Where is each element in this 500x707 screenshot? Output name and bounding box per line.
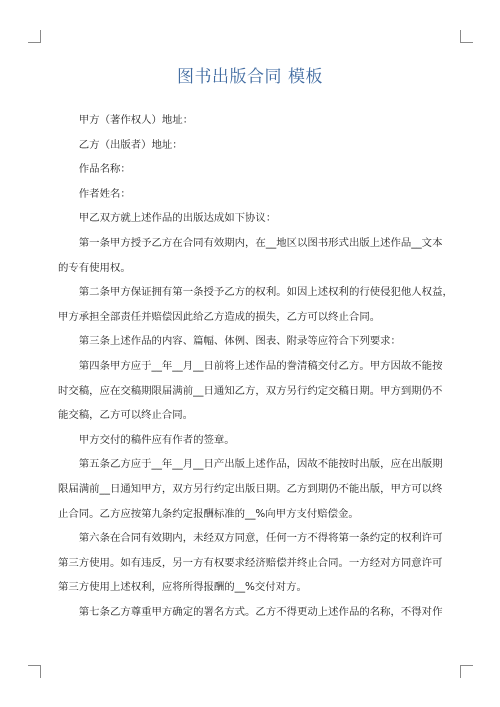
paragraph-line: 第三条上述作品的内容、篇幅、体例、图表、附录等应符合下列要求： [78,335,401,348]
paragraph-line: 甲方（著作权人）地址： [78,114,194,126]
crop-mark-bottom-right [460,665,473,678]
paragraph [58,600,444,625]
paragraph-line: 第六条在合同有效期内，未经双方同意，任何一方不得将第一条约定的权利许可 [78,532,443,545]
paragraph-line: 第一条甲方授予乙方在合同有效期内，在__地区以图书形式出版上述作品__文本 [78,236,443,249]
paragraph [58,452,444,526]
paragraph-line: 第五条乙方应于__年__月__日产出版上述作品，因故不能按时出版，应在出版期 [78,458,443,471]
paragraph-line: 第三方使用。如有违反，另一方有权要求经济赔偿并终止合同。一方经对方同意许可 [58,556,443,569]
paragraph [58,329,444,354]
crop-mark-top-left [28,30,41,43]
paragraph-line: 止合同。乙方应按第九条约定报酬标准的__%向甲方支付赔偿金。 [58,507,359,520]
paragraph [58,157,444,182]
document-title: 图书出版合同 模板 [177,67,323,87]
crop-mark-bottom-left [28,665,41,678]
paragraph-line: 甲方承担全部责任并赔偿因此给乙方造成的损失，乙方可以终止合同。 [58,310,381,323]
document-body [58,108,453,624]
paragraph [58,133,444,158]
paragraph-line: 第七条乙方尊重甲方确定的署名方式。乙方不得更动上述作品的名称，不得对作 [78,605,443,618]
paragraph [58,428,444,453]
paragraph-line: 作者姓名： [78,187,131,200]
paragraph-line: 的专有使用权。 [58,261,131,274]
paragraph-line: 限届满前__日通知甲方，双方另行约定出版日期。乙方到期仍不能出版，甲方可以终 [58,482,443,495]
paragraph-line: 作品名称： [78,163,131,176]
paragraph-line: 第四条甲方应于__年__月__日前将上述作品的誊清稿交付乙方。甲方因故不能按 [78,359,443,372]
paragraph [58,108,444,133]
paragraph-line: 乙方（出版者）地址： [78,138,183,151]
paragraph-line: 甲乙双方就上述作品的出版达成如下协议： [78,212,277,225]
paragraph-line: 能交稿，乙方可以终止合同。 [58,409,194,422]
paragraph [58,280,453,329]
paragraph-line: 第二条甲方保证拥有第一条授予乙方的权利。如因上述权利的行使侵犯他人权益， [78,286,453,299]
paragraph-line: 时交稿，应在交稿期限届满前__日通知乙方，双方另行约定交稿日期。甲方到期仍不 [58,384,443,397]
paragraph [58,354,444,428]
paragraph [58,182,444,207]
paragraph [58,206,444,231]
paragraph [58,231,444,280]
crop-mark-top-right [460,30,473,43]
paragraph-line: 甲方交付的稿件应有作者的签章。 [78,433,235,446]
paragraph-line: 第三方使用上述权利，应将所得报酬的__%交付对方。 [58,581,307,594]
paragraph [58,526,444,600]
